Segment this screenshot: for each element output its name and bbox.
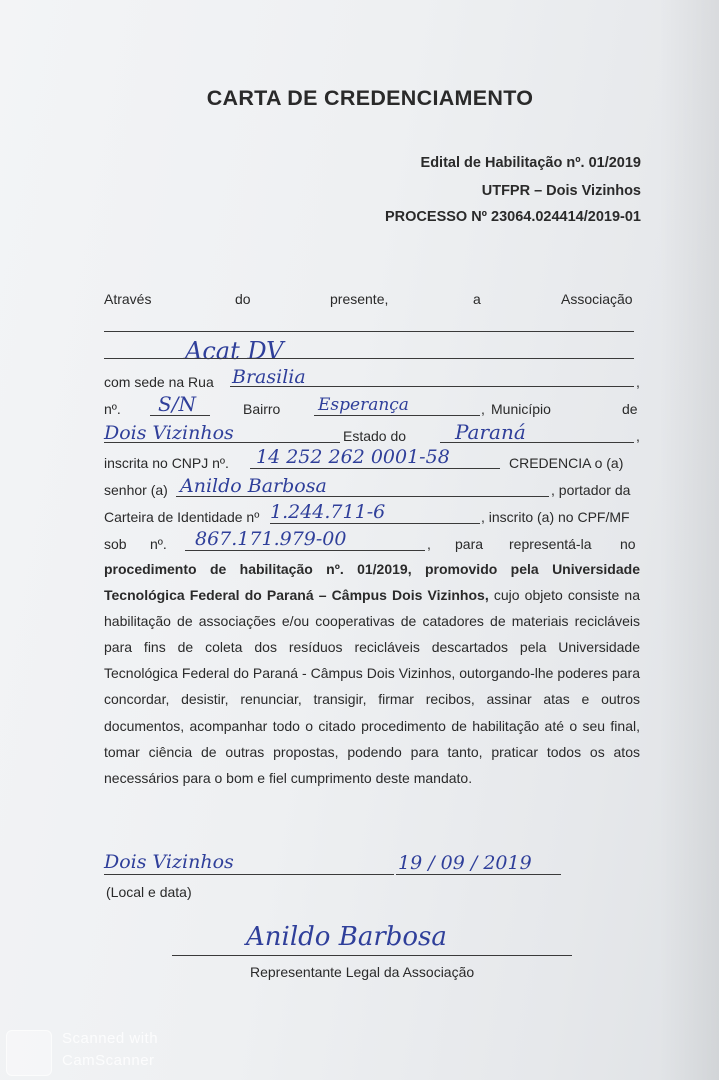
- comma-cpf: ,: [427, 536, 431, 552]
- signature-line: [172, 955, 572, 956]
- label-do: do: [235, 291, 251, 307]
- label-sob-numero: nº.: [150, 536, 167, 552]
- watermark-line-1: Scanned with: [62, 1030, 159, 1047]
- edital-reference: Edital de Habilitação nº. 01/2019: [420, 155, 641, 171]
- estado-line: [440, 442, 634, 443]
- label-atraves: Através: [104, 291, 152, 307]
- label-cnpj: inscrita no CNPJ nº.: [104, 455, 229, 471]
- label-a: a: [473, 291, 481, 307]
- label-representante: Representante Legal da Associação: [250, 964, 475, 980]
- label-associacao: Associação: [561, 291, 633, 307]
- data-line: [396, 874, 561, 875]
- label-sob: sob: [104, 536, 127, 552]
- label-local-data: (Local e data): [106, 884, 192, 900]
- handwritten-cnpj: 14 252 262 0001-58: [256, 446, 450, 468]
- associacao-line-2: [104, 358, 634, 359]
- local-line: [104, 874, 394, 875]
- watermark-line-2: CamScanner: [62, 1052, 155, 1069]
- label-de: de: [622, 401, 638, 417]
- bairro-line: [314, 415, 480, 416]
- label-no: no: [620, 536, 636, 552]
- label-cpf: , inscrito (a) no CPF/MF: [481, 509, 630, 525]
- handwritten-estado: Paraná: [455, 420, 526, 444]
- handwritten-numero: S/N: [158, 392, 196, 416]
- signature: Anildo Barbosa: [246, 922, 447, 952]
- identidade-line: [270, 523, 480, 524]
- handwritten-bairro: Esperança: [318, 395, 409, 415]
- document-title: CARTA DE CREDENCIAMENTO: [206, 86, 534, 110]
- label-estado: Estado do: [343, 428, 407, 444]
- page-shadow: [659, 0, 719, 1080]
- comma-rua: ,: [636, 374, 640, 390]
- main-paragraph: [104, 556, 640, 791]
- camscanner-logo-icon: [6, 1030, 52, 1076]
- comma-bairro: ,: [481, 401, 485, 417]
- label-portador: , portador da: [551, 482, 631, 498]
- handwritten-local: Dois Vizinhos: [104, 851, 234, 873]
- handwritten-senhor: Anildo Barbosa: [180, 475, 327, 497]
- handwritten-data: 19 / 09 / 2019: [398, 852, 532, 874]
- rua-line: [230, 386, 634, 387]
- associacao-line-1: [104, 331, 634, 332]
- label-senhor: senhor (a): [104, 482, 168, 498]
- label-identidade: Carteira de Identidade nº: [104, 509, 260, 525]
- numero-line: [150, 415, 210, 416]
- label-sede: com sede na Rua: [104, 374, 214, 390]
- process-number: PROCESSO Nº 23064.024414/2019-01: [385, 209, 641, 225]
- municipio-line: [104, 442, 340, 443]
- cnpj-line: [250, 468, 500, 469]
- label-municipio: Município: [491, 401, 551, 417]
- comma-estado: ,: [636, 428, 640, 444]
- paragraph-bold: procedimento de habilitação nº. 01/2019, promovido pela Universidade Tecnológica Federal do Paraná – Câmpus Dois Vizinhos,: [104, 561, 640, 604]
- handwritten-municipio: Dois Vizinhos: [104, 422, 234, 444]
- senhor-line: [176, 496, 549, 497]
- label-bairro: Bairro: [243, 401, 281, 417]
- label-numero: nº.: [104, 401, 121, 417]
- handwritten-cpf: 867.171.979-00: [195, 528, 347, 550]
- cpf-line: [185, 550, 425, 551]
- handwritten-associacao: Acat DV: [185, 337, 284, 365]
- paragraph-text: cujo objeto consiste na habilitação de associações e/ou cooperativas de catadores de materiais recicláveis para fins de coleta dos resíduos recicláveis descartados pela Universidade Tecnológica Federal do Paraná - Câmpus Dois Vizinhos, outorgando-lhe poderes para concordar, desistir, renunciar, transigir, firmar recibos, assinar atas e outros documentos, acompanhar todo o citado procedimento de habilitação até o seu final, tomar ciência de outras propostas, podendo para tanto, praticar todos os atos necessários para o bom e fiel cumprimento deste mandato.: [104, 587, 640, 786]
- label-representa: representá-la: [509, 536, 592, 552]
- handwritten-rua: Brasilia: [232, 366, 306, 388]
- institution-reference: UTFPR – Dois Vizinhos: [481, 183, 641, 199]
- handwritten-identidade: 1.244.711-6: [270, 501, 386, 523]
- label-presente: presente,: [330, 291, 389, 307]
- label-para: para: [455, 536, 484, 552]
- label-credencia: CREDENCIA o (a): [509, 455, 624, 471]
